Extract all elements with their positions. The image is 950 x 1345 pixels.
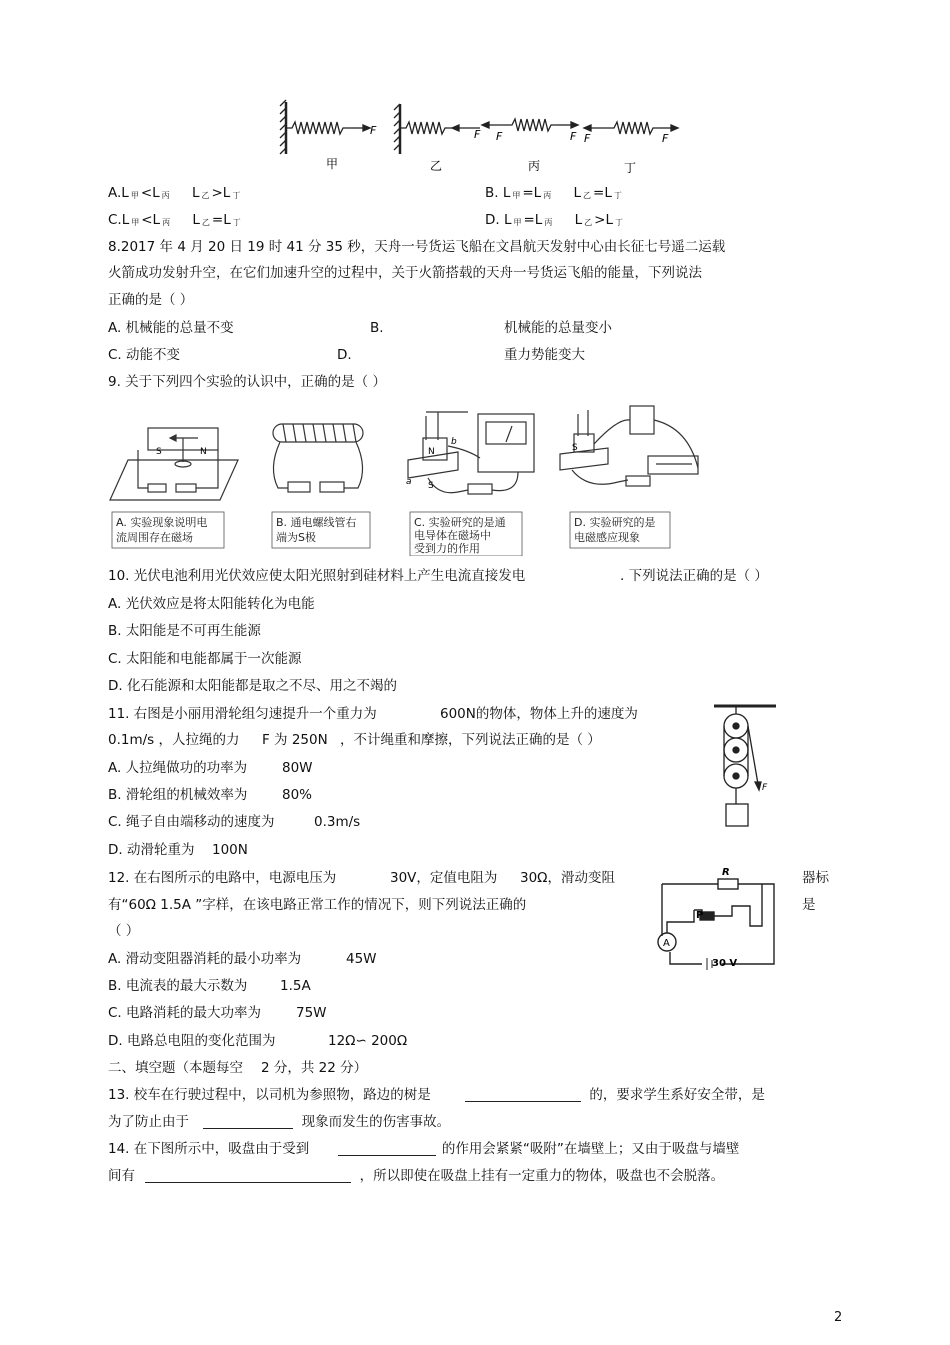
- q11-option-a-value: 80W: [282, 760, 313, 776]
- wire-label-b: b: [451, 437, 457, 447]
- q8-option-d-text: 重力势能变大: [504, 347, 585, 363]
- q10-option-c: C. 太阳能和电能都属于一次能源: [108, 651, 302, 667]
- q8-option-b-text: 机械能的总量变小: [504, 320, 612, 336]
- experiment-d: [560, 406, 698, 486]
- q12-option-a-text: A. 滑动变阻器消耗的最小功率为: [108, 951, 302, 967]
- caption-b-1: B. 通电螺线管右: [276, 516, 357, 529]
- q13-blank-2[interactable]: [203, 1114, 293, 1129]
- section-2-heading: 二、填空题（本题每空 2 分，共 22 分）: [108, 1060, 368, 1076]
- q12-option-b-value: 1.5A: [280, 978, 311, 994]
- pole-n-c: N: [428, 447, 435, 457]
- q7-option-a: A.L 甲 <L 丙 L 乙 >L 丁: [108, 185, 241, 201]
- experiment-c: [408, 412, 534, 494]
- experiment-b: [273, 424, 363, 492]
- q7-option-c: C.L 甲 <L 丙 L 乙 =L 丁: [108, 212, 241, 228]
- q12-option-a-value: 45W: [346, 951, 377, 967]
- caption-c-3: 受到力的作用: [414, 542, 480, 555]
- experiment-captions: [112, 512, 670, 556]
- spring-force-label-4: F: [570, 130, 577, 143]
- q8-option-c: C. 动能不变: [108, 347, 181, 363]
- page-number: 2: [834, 1310, 843, 1325]
- q12-line-1b: 30V，定值电阻为: [390, 870, 498, 886]
- q8-line-3: 正确的是（ ）: [108, 292, 194, 308]
- circuit-ammeter-label: A: [663, 938, 670, 949]
- q8-option-b-letter: B.: [370, 320, 384, 336]
- q13-line-2: 为了防止由于 现象而发生的伤害事故。: [108, 1114, 451, 1130]
- caption-c-2: 电导体在磁场中: [414, 529, 491, 542]
- pulley-force-label: F: [762, 783, 768, 793]
- q11-option-d-value: 100N: [212, 842, 248, 858]
- pole-s-c: S: [428, 481, 434, 491]
- spring-label-jia: 甲: [326, 157, 339, 171]
- q13-blank-1[interactable]: [465, 1087, 581, 1102]
- circuit-slider-label: P: [696, 910, 704, 921]
- q12-line-1d: 器标: [802, 870, 829, 886]
- q8-line-1: 8.2017 年 4 月 20 日 19 时 41 分 35 秒，天舟一号货运飞船在文昌航天发射中心由长征七号遥二运载: [108, 239, 726, 255]
- q10-option-d: D. 化石能源和太阳能都是取之不尽、用之不竭的: [108, 678, 397, 694]
- q11-line-2b: F 为 250N: [262, 732, 328, 748]
- spring-force-label-1: F: [370, 124, 377, 137]
- q14-blank-2[interactable]: [145, 1168, 351, 1183]
- q12-option-b-text: B. 电流表的最大示数为: [108, 978, 248, 994]
- q12-option-d-text: D. 电路总电阻的变化范围为: [108, 1033, 276, 1049]
- q11-option-d-text: D. 动滑轮重为: [108, 842, 195, 858]
- experiments-figure: [108, 398, 708, 556]
- q8-option-a: A. 机械能的总量不变: [108, 320, 234, 336]
- q12-line-3: （ ）: [108, 923, 140, 939]
- spring-force-label-6: F: [662, 132, 669, 145]
- q12-line-2b: 是: [802, 897, 816, 913]
- caption-a-2: 流周围存在磁场: [116, 531, 193, 544]
- q12-line-1a: 12. 在右图所示的电路中，电源电压为: [108, 870, 337, 886]
- caption-b-2: 端为S极: [276, 531, 316, 544]
- spring-label-yi: 乙: [430, 159, 443, 173]
- spring-figure: [270, 92, 690, 176]
- caption-c-1: C. 实验研究的是通: [414, 516, 506, 529]
- q12-option-c-value: 75W: [296, 1005, 327, 1021]
- pole-s-d: S: [572, 443, 578, 453]
- q10-stem-a: 10. 光伏电池利用光伏效应使太阳光照射到硅材料上产生电流直接发电: [108, 568, 526, 584]
- q7-option-b: B. L 甲 =L 丙 L 乙 =L 丁: [485, 185, 622, 201]
- q11-option-a-text: A. 人拉绳做功的功率为: [108, 760, 248, 776]
- q11-option-b-value: 80%: [282, 787, 313, 803]
- q11-line-1a: 11. 右图是小丽用滑轮组匀速提升一个重力为: [108, 706, 377, 722]
- caption-a-1: A. 实验现象说明电: [116, 516, 208, 529]
- q14-blank-1[interactable]: [338, 1141, 436, 1156]
- pole-n-a: N: [200, 447, 207, 457]
- q9-stem: 9. 关于下列四个实验的认识中，正确的是（ ）: [108, 374, 386, 390]
- q7-option-d: D. L 甲 =L 丙 L 乙 >L 丁: [485, 212, 624, 228]
- spring-label-ding: 丁: [624, 161, 637, 175]
- experiment-a: [110, 428, 238, 500]
- q12-line-2a: 有“60Ω 1.5A ”字样，在该电路正常工作的情况下，则下列说法正确的: [108, 897, 527, 913]
- spring-force-label-3: F: [496, 130, 503, 143]
- q14-line-2: 间有 ，所以即使在吸盘上挂有一定重力的物体，吸盘也不会脱落。: [108, 1168, 725, 1184]
- q8-line-2: 火箭成功发射升空，在它们加速升空的过程中，关于火箭搭载的天舟一号货运飞船的能量，下列说法: [108, 265, 702, 281]
- q14-line-1: 14. 在下图所示中，吸盘由于受到 的作用会紧紧“吸附”在墙壁上；又由于吸盘与墙壁: [108, 1141, 740, 1157]
- circuit-source-label: 30 V: [712, 958, 738, 969]
- pulley-figure: [706, 700, 786, 832]
- q12-option-d-value: 12Ω∽ 200Ω: [328, 1033, 408, 1049]
- q10-stem-b: . 下列说法正确的是（ ）: [620, 568, 768, 584]
- q10-option-b: B. 太阳能是不可再生能源: [108, 623, 261, 639]
- q10-option-a: A. 光伏效应是将太阳能转化为电能: [108, 596, 315, 612]
- q11-option-b-text: B. 滑轮组的机械效率为: [108, 787, 248, 803]
- q11-option-c-text: C. 绳子自由端移动的速度为: [108, 814, 275, 830]
- spring-label-bing: 丙: [528, 159, 541, 173]
- q12-option-c-text: C. 电路消耗的最大功率为: [108, 1005, 262, 1021]
- q13-line-1: 13. 校车在行驶过程中，以司机为参照物，路边的树是 的，要求学生系好安全带，是: [108, 1087, 765, 1103]
- spring-force-label-5: F: [584, 132, 591, 145]
- circuit-resistor-label: R: [722, 867, 730, 878]
- q11-line-2c: ，不计绳重和摩擦，下列说法正确的是（ ）: [340, 732, 601, 748]
- q11-line-1b: 600N的物体，物体上升的速度为: [440, 706, 638, 722]
- q8-option-d-letter: D.: [337, 347, 352, 363]
- q11-option-c-value: 0.3m/s: [314, 814, 361, 830]
- spring-force-label-2: F: [474, 128, 481, 141]
- q11-line-2a: 0.1m/s ，人拉绳的力: [108, 732, 240, 748]
- caption-d-2: 电磁感应现象: [574, 531, 640, 544]
- circuit-figure: [652, 862, 782, 972]
- pole-s-a: S: [156, 447, 162, 457]
- q12-line-1c: 30Ω，滑动变阻: [520, 870, 615, 886]
- wire-label-a: a: [406, 477, 412, 487]
- caption-d-1: D. 实验研究的是: [574, 516, 656, 529]
